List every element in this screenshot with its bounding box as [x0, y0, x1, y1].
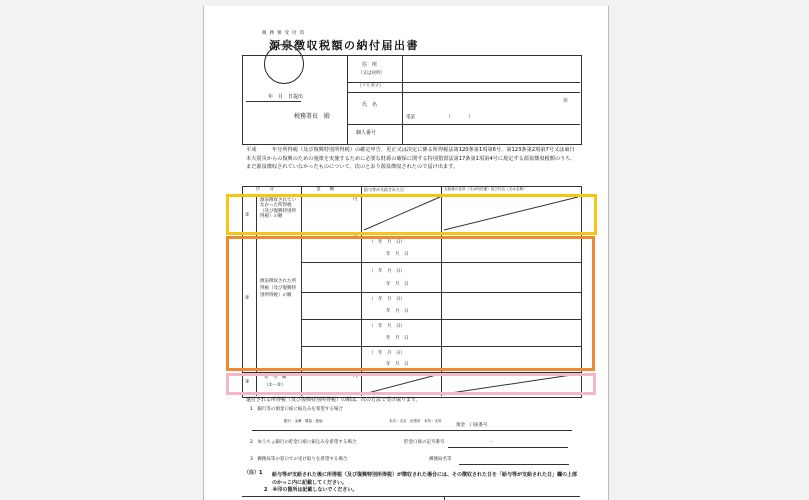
note-2: 2 ※印の箇所は記載しないでください。: [264, 487, 358, 493]
row3-yen: 円: [353, 374, 358, 379]
row1-yen: 円: [353, 197, 358, 202]
highlight-row3: [226, 373, 596, 395]
furigana-label: （フリガナ）: [357, 84, 384, 89]
row2-date-5a: （ 年 月 日）: [369, 351, 405, 356]
row2-date-4b: 年 月 日: [386, 336, 409, 341]
address-label: 住 所: [362, 62, 378, 68]
note-prefix: （注）1: [244, 470, 263, 476]
name-row-line: [347, 124, 580, 125]
savings-underline: [448, 447, 568, 448]
row2-yen: 円: [353, 234, 358, 239]
header-amount: 金 額: [316, 187, 334, 192]
addressee: 税務署長 殿: [294, 113, 331, 120]
row2-date-2b: 年 月 日: [386, 282, 409, 287]
phone-parens: （ ）: [446, 115, 473, 120]
highlight-row2: [226, 236, 595, 371]
note-1: 給与等が支給された後に所得税（及び復興特別所得税）が徴収された場合には、その徴収された日を「給与等が支給された日」欄の上部のかっこ内に記載してください。: [272, 472, 578, 486]
row2-date-1a: （ 年 月 日）: [369, 240, 405, 245]
refund-option-3: 3 郵便局等の窓口での受け取りを希望する場合: [250, 457, 348, 462]
row2-date-4a: （ 年 月 日）: [369, 324, 405, 329]
seal-mark: ㊞: [563, 98, 569, 104]
furigana-row-line: [347, 92, 580, 93]
branch-labels: 本店・支店 出張所 本所・支所: [389, 419, 442, 423]
date-line: 年 月 日提出: [268, 94, 304, 100]
bank-labels: 銀行・金庫 農協・漁協: [284, 419, 323, 423]
row2-date-1b: 年 月 日: [386, 252, 409, 257]
row3-sub: （①－②）: [264, 383, 286, 388]
row2-date-3a: （ 年 月 日）: [369, 297, 405, 302]
intro-text: 平成 年分所得税（及び復興特別所得税）の確定申告、更正又は決定に係る所得税法第120条第1項第6号、第123条第2項第7号又は東日本大震災からの復興のための施策を実施するために必要な財源の確保に関する特別措置法第17条第1項第4号に規定する源泉徴収税額のうち、まだ源泉徴収されていなかったものについて、次のとおり源泉徴収されたので届け出ます。: [246, 147, 576, 171]
individual-number-label: 個人番号: [356, 130, 377, 136]
header-division: 区 分: [256, 187, 274, 192]
highlight-row1: [226, 194, 597, 235]
address-row-line: [347, 82, 580, 83]
row1-num: ①: [245, 212, 250, 218]
header-paid-date: 給与等が支給された日: [364, 187, 404, 192]
refund-intro: 還付される所得税（及び復興特別所得税）の額は、次の方法で受け取ります。: [246, 397, 421, 403]
row2-label: 源泉徴収された所得税（及び復興特別所得税）の額: [260, 279, 296, 298]
refund-option-2: 2 ゆうちょ銀行の貯金口座に振込みを希望する場合: [250, 440, 357, 445]
refund-option-1: 1 銀行等の預金口座に振込みを希望する場合: [250, 407, 343, 412]
form-title: 源泉徴収税額の納付届出書: [269, 39, 419, 52]
deposit-label: 預金 口座番号: [456, 423, 488, 428]
phone-label: 電話: [406, 115, 415, 120]
bottom-box-top: [242, 496, 580, 497]
row3-num: ③: [245, 379, 250, 385]
address-sub: （又は居所）: [358, 71, 385, 76]
header-divider: [347, 55, 348, 144]
post-office-label: 郵便局名等: [429, 457, 452, 462]
row2-date-5b: 年 月 日: [386, 362, 409, 367]
row3-label: 差 引 額: [264, 375, 287, 380]
stamp-label: 税務署受付印: [262, 31, 307, 36]
savings-dash: －: [489, 440, 494, 445]
row2-date-2a: （ 年 月 日）: [369, 269, 405, 274]
header-box: [242, 55, 582, 145]
post-office-underline: [459, 464, 569, 465]
date-underline: [246, 101, 301, 102]
savings-label: 貯金口座の記号番号: [404, 440, 445, 445]
row2-num: ②: [245, 295, 250, 301]
bottom-box-divider: [444, 496, 445, 500]
row1-label: 源泉徴収されていなかった所得税（及び復興特別所得税）の額: [260, 198, 296, 220]
row2-date-3b: 年 月 日: [386, 309, 409, 314]
bank-underline: [252, 430, 572, 431]
name-label: 氏 名: [362, 102, 378, 108]
header-payer: 支給者の住所（又は所在地）及び氏名（又は名称）: [444, 187, 527, 191]
label-divider: [402, 55, 403, 144]
